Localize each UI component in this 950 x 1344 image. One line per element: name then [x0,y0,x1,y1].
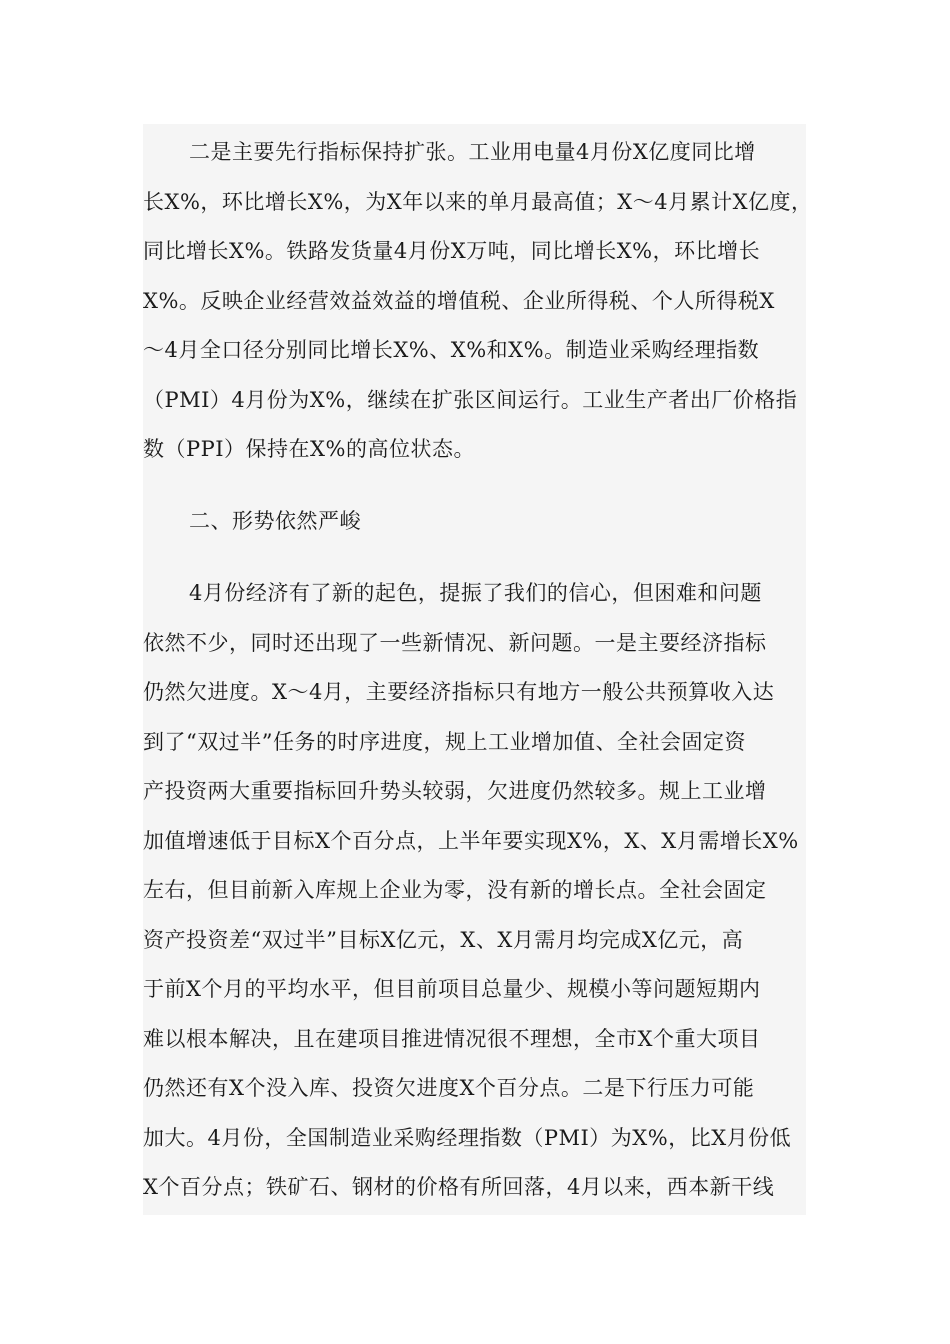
paragraph-2-line-6: 加值增速低于目标X个百分点，上半年要实现X%，X、X月需增长X% [143,829,799,853]
paragraph-2-line-5: 产投资两大重要指标回升势头较弱，欠进度仍然较多。规上工业增 [143,779,767,803]
paragraph-2-line-2: 依然不少，同时还出现了一些新情况、新问题。一是主要经济指标 [143,631,767,655]
paragraph-2-line-12: 加大。4月份，全国制造业采购经理指数（PMI）为X%，比X月份低 [143,1126,792,1150]
paragraph-1-line-2: 长X%，环比增长X%，为X年以来的单月最高值；X～4月累计X亿度， [143,190,813,214]
paragraph-2-line-13: X个百分点；铁矿石、钢材的价格有所回落，4月以来，西本新干线 [143,1175,775,1199]
paragraph-1-line-3: 同比增长X%。铁路发货量4月份X万吨，同比增长X%，环比增长 [143,239,761,263]
paragraph-2-line-7: 左右，但目前新入库规上企业为零，没有新的增长点。全社会固定 [143,878,767,902]
paragraph-2-line-3: 仍然欠进度。X～4月，主要经济指标只有地方一般公共预算收入达 [143,680,775,704]
section-heading: 二、形势依然严峻 [189,509,361,533]
paragraph-1-line-6: （PMI）4月份为X%，继续在扩张区间运行。工业生产者出厂价格指 [143,388,798,412]
paragraph-1-line-5: ～4月全口径分别同比增长X%、X%和X%。制造业采购经理指数 [143,338,760,362]
paragraph-2-line-8: 资产投资差“双过半”目标X亿元，X、X月需月均完成X亿元，高 [143,928,744,952]
paragraph-2-line-11: 仍然还有X个没入库、投资欠进度X个百分点。二是下行压力可能 [143,1076,755,1100]
paragraph-2-line-9: 于前X个月的平均水平，但目前项目总量少、规模小等问题短期内 [143,977,761,1001]
paragraph-1-line-4: X%。反映企业经营效益效益的增值税、企业所得税、个人所得税X [143,289,775,313]
paragraph-2-line-4: 到了“双过半”任务的时序进度，规上工业增加值、全社会固定资 [143,730,746,754]
paragraph-2-line-1: 4月份经济有了新的起色，提振了我们的信心，但困难和问题 [189,581,762,605]
document-text-block [143,124,813,1215]
paragraph-2-line-10: 难以根本解决，且在建项目推进情况很不理想，全市X个重大项目 [143,1027,761,1051]
paragraph-1-line-1: 二是主要先行指标保持扩张。工业用电量4月份X亿度同比增 [189,140,756,164]
paragraph-1-line-7: 数（PPI）保持在X%的高位状态。 [143,437,475,461]
